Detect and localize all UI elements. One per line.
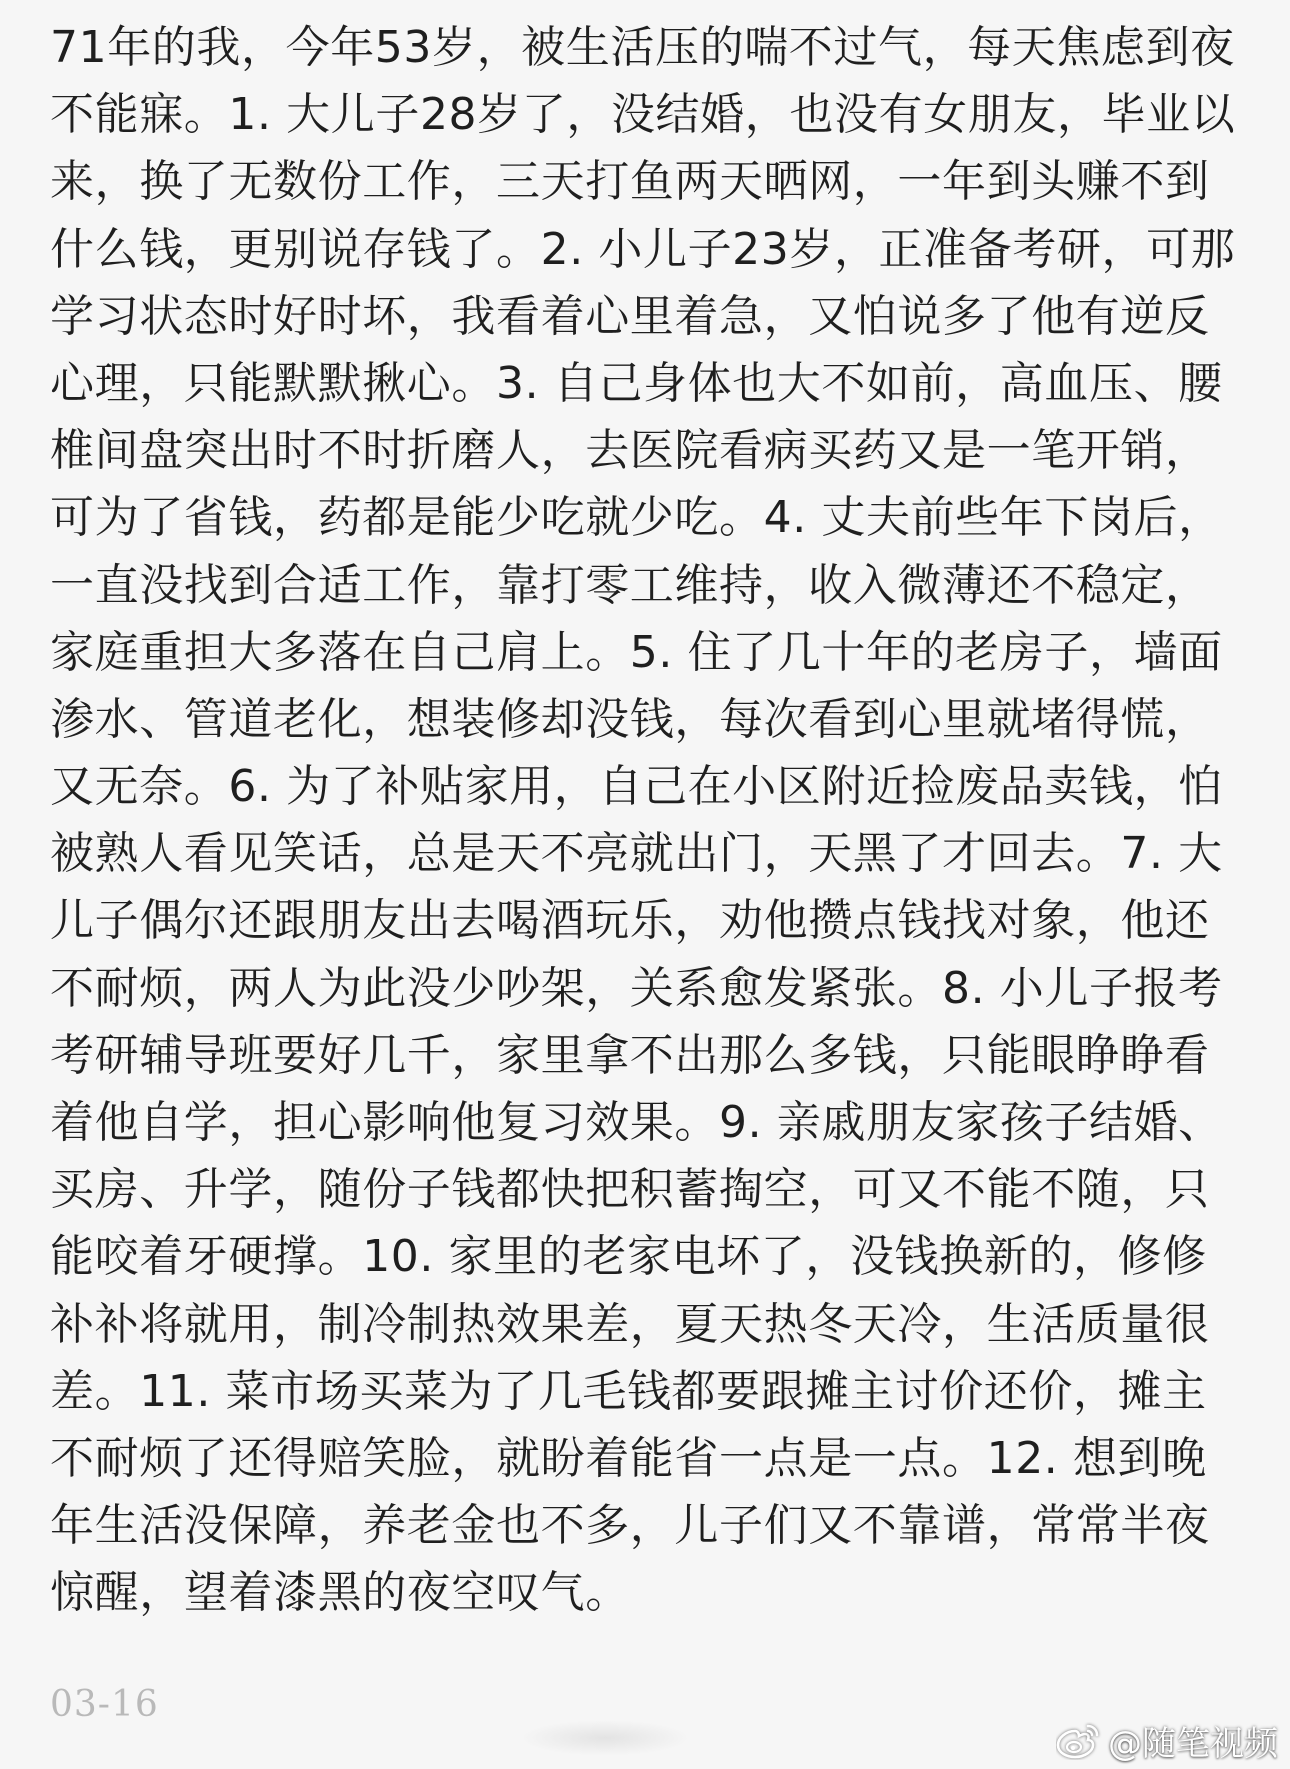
post-text-line: 惊醒，望着漆黑的夜空叹气。: [50, 1567, 630, 1619]
post-text-line: 71年的我，今年53岁，被生活压的喘不过气，每天焦虑到夜: [50, 22, 1235, 73]
post-body: [50, 14, 1250, 1627]
post-text-line: 心理，只能默默揪心。3. 自己身体也大不如前，高血压、腰: [50, 357, 1223, 409]
post-text-line: 补补将就用，制冷制热效果差，夏天热冬天冷，生活质量很: [50, 1298, 1210, 1350]
post-text-line: 差。11. 菜市场买菜为了几毛钱都要跟摊主讨价还价，摊主: [50, 1365, 1207, 1417]
post-text-line: 渗水、管道老化，想装修却没钱，每次看到心里就堵得慌，: [50, 693, 1210, 745]
blurred-area: [520, 1720, 690, 1756]
weibo-icon: [1056, 1722, 1102, 1760]
post-text-line: 可为了省钱，药都是能少吃就少吃。4. 丈夫前些年下岗后，: [50, 492, 1223, 544]
post-text-line: 儿子偶尔还跟朋友出去喝酒玩乐，劝他攒点钱找对象，他还: [50, 895, 1210, 947]
post-text-line: 椎间盘突出时不时折磨人，去医院看病买药又是一笔开销，: [50, 425, 1210, 477]
post-text-line: 着他自学，担心影响他复习效果。9. 亲戚朋友家孩子结婚、: [50, 1097, 1223, 1148]
post-text-line: 不耐烦了还得赔笑脸，就盼着能省一点是一点。12. 想到晚: [50, 1432, 1207, 1484]
post-date: 03-16: [50, 1684, 159, 1725]
post-text-line: 一直没找到合适工作，靠打零工维持，收入微薄还不稳定，: [50, 559, 1210, 611]
post-text-line: 被熟人看见笑话，总是天不亮就出门，天黑了才回去。7. 大: [50, 828, 1223, 880]
post-text-line: 年生活没保障，养老金也不多，儿子们又不靠谱，常常半夜: [50, 1500, 1210, 1552]
post-text-line: 来，换了无数份工作，三天打鱼两天晒网，一年到头赚不到: [50, 156, 1210, 208]
post-text-line: 什么钱，更别说存钱了。2. 小儿子23岁，正准备考研，可那: [50, 223, 1236, 275]
watermark-text: @随笔视频: [1108, 1724, 1278, 1764]
watermark: [1056, 1716, 1278, 1765]
post-footer: [0, 1660, 1290, 1767]
post-text-line: 能咬着牙硬撑。10. 家里的老家电坏了，没钱换新的，修修: [50, 1231, 1207, 1283]
post-text-line: 不耐烦，两人为此没少吵架，关系愈发紧张。8. 小儿子报考: [50, 962, 1223, 1014]
post-text-line: 家庭重担大多落在自己肩上。5. 住了几十年的老房子，墙面: [50, 626, 1223, 678]
post-text-line: 不能寐。1. 大儿子28岁了，没结婚，也没有女朋友，毕业以: [50, 89, 1236, 141]
post-text-line: 买房、升学，随份子钱都快把积蓄掏空，可又不能不随，只: [50, 1164, 1210, 1216]
post-text-line: 考研辅导班要好几千，家里拿不出那么多钱，只能眼睁睁看: [50, 1029, 1210, 1081]
post-text-line: 学习状态时好时坏，我看着心里着急，又怕说多了他有逆反: [50, 290, 1210, 342]
post-text-line: 又无奈。6. 为了补贴家用，自己在小区附近捡废品卖钱，怕: [50, 761, 1223, 813]
